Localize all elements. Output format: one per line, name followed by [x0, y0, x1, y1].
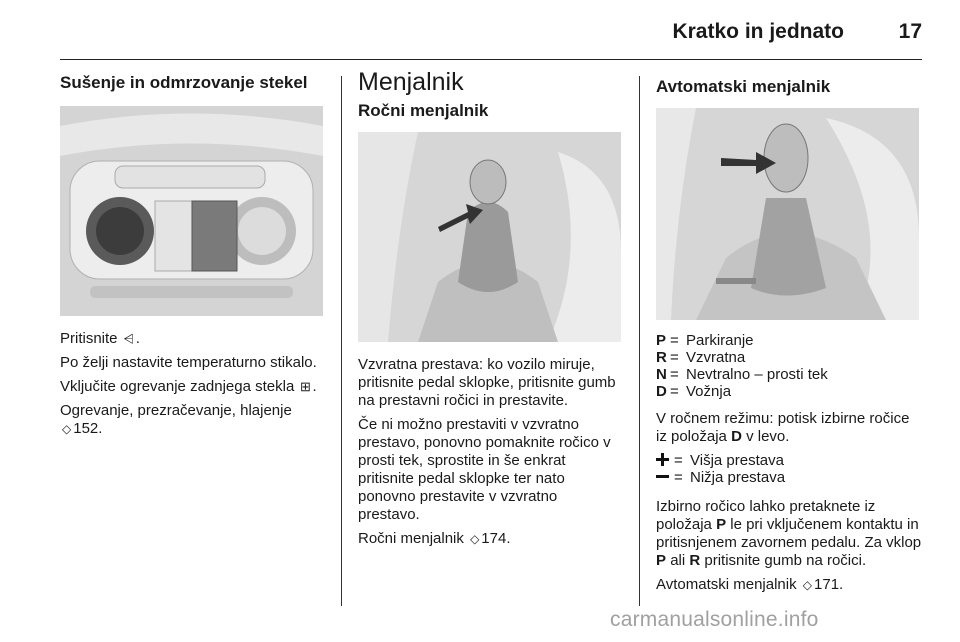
instruction-reverse: Vzvratna prestava: ko vozilo miruje, pritisnite pedal sklopke, pritisnite gumb na prestavni ročici in prestavite. — [358, 356, 616, 409]
column-divider — [341, 76, 342, 606]
reference-arrow-icon: ◇ — [802, 578, 813, 592]
page-number: 17 — [898, 20, 922, 43]
legend-row-upshift: = Višja prestava — [656, 452, 924, 469]
chapter-heading: Menjalnik — [358, 68, 464, 96]
rear-window-heating-icon: ⊞ — [300, 379, 311, 394]
legend-row-reverse: R = Vzvratna — [656, 349, 746, 366]
instruction-shift-from-park: Izbirno ročico lahko pretaknete iz položaja P le pri vključenem kontaktu in pritisnjenem zavornem pedalu. Za vklop P ali R pritisnite gumb na ročici. — [656, 498, 922, 569]
instruction-rear-heating: Vključite ogrevanje zadnjega stekla ⊞ . — [60, 378, 317, 395]
reference-arrow-icon: ◇ — [62, 422, 72, 436]
legend-row-park: P = Parkiranje — [656, 332, 754, 349]
windscreen-defrost-icon: ⩤ — [123, 331, 134, 346]
legend-row-downshift: = Nižja prestava — [656, 469, 924, 486]
manual-gearbox-illustration — [358, 132, 621, 342]
header-title: Kratko in jednato — [672, 20, 844, 43]
column-divider — [639, 76, 640, 606]
section-heading-automatic: Avtomatski menjalnik — [656, 77, 831, 96]
gear-legend — [656, 332, 924, 400]
reference-arrow-icon: ◇ — [470, 532, 480, 546]
climate-control-illustration — [60, 106, 323, 316]
instruction-temperature: Po želji nastavite temperaturno stikalo. — [60, 354, 317, 371]
column-transmission — [358, 68, 623, 548]
subheading-manual: Ročni menjalnik — [358, 101, 489, 120]
column-defrost — [60, 72, 325, 438]
plus-icon — [656, 453, 670, 467]
legend-row-neutral: N = Nevtralno – prosti tek — [656, 366, 828, 383]
page-header — [60, 0, 922, 60]
reference-automatic: Avtomatski menjalnik ◇ 171. — [656, 576, 844, 593]
legend-row-drive: D = Vožnja — [656, 383, 732, 400]
reference-manual: Ročni menjalnik ◇ 174. — [358, 530, 511, 547]
reference-climate: Ogrevanje, prezračevanje, hlajenje ◇ 152. — [60, 402, 292, 437]
instruction-manual-mode: V ročnem režimu: potisk izbirne ročice iz položaja D v levo. — [656, 410, 910, 445]
instruction-reverse-retry: Če ni možno prestaviti v vzvratno prestavo, ponovno pomaknite ročico v prosti tek, sprostite in še enkrat pritisnite pedal sklopke ter nato ponovno prestavite v vzvratno prestavo. — [358, 416, 611, 523]
column-automatic — [656, 72, 924, 594]
watermark: carmanualsonline.info — [610, 608, 819, 631]
shift-legend — [656, 452, 924, 486]
automatic-gearbox-illustration — [656, 108, 919, 320]
minus-icon — [656, 470, 670, 484]
section-heading-defrost: Sušenje in odmrzovanje stekel — [60, 73, 308, 92]
instruction-press: Pritisnite ⩤ . — [60, 330, 140, 347]
